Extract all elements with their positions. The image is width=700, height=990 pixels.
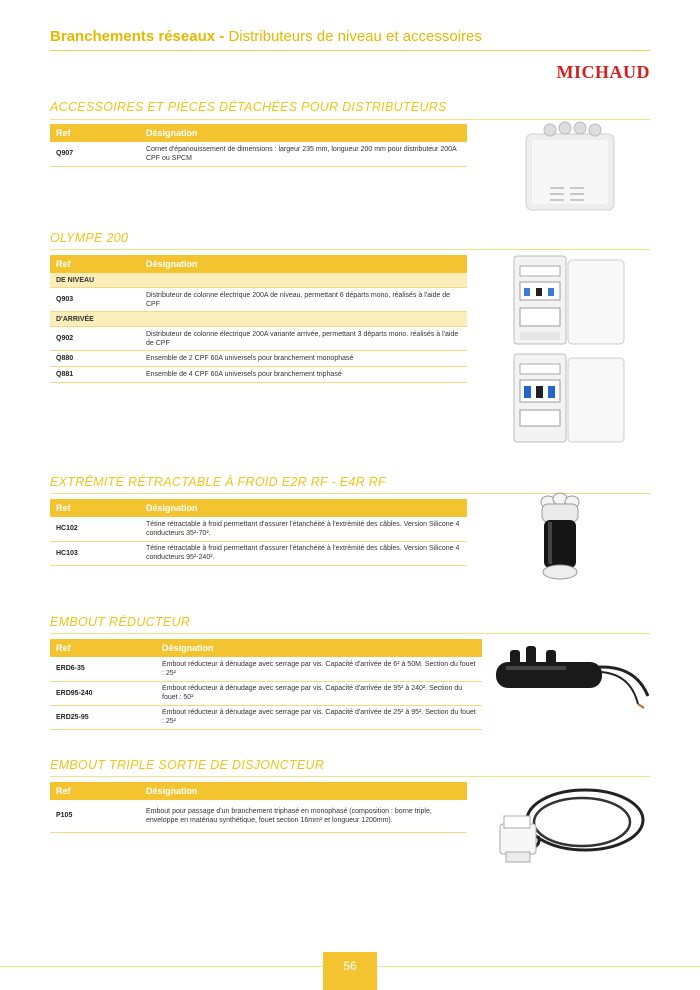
- table-row: [50, 367, 467, 383]
- ref-cell: Q902: [50, 327, 140, 351]
- page-number: 56: [323, 952, 377, 990]
- column-header-designation: Désignation: [140, 255, 467, 273]
- group-label: DE NIVEAU: [50, 273, 467, 288]
- table-row: [50, 327, 467, 351]
- column-header-ref: Ref: [50, 124, 140, 142]
- header-divider: [50, 50, 650, 51]
- table-row: [50, 705, 482, 729]
- table-row: [50, 681, 482, 705]
- table-row: [50, 517, 467, 541]
- designation-cell: Tétine rétractable à froid permettant d'assurer l'étanchéité à l'extrémité des câbles. Version Silicone 4 conducteurs 95²-240².: [140, 541, 467, 565]
- table-row: [50, 541, 467, 565]
- group-label: D'ARRIVÉE: [50, 312, 467, 327]
- cold-shrink-cap-image: [530, 492, 590, 584]
- page-title-separator: -: [215, 28, 229, 45]
- reducer-end-image: [488, 636, 658, 711]
- column-header-designation: Désignation: [140, 499, 467, 517]
- table-row: [50, 351, 467, 367]
- column-header-designation: Désignation: [140, 124, 467, 142]
- product-table-extremite: [50, 499, 467, 566]
- olympe-cabinet-image: [510, 252, 630, 447]
- table-row: [50, 800, 467, 832]
- designation-cell: Distributeur de colonne électrique 200A variante arrivée, permettant 3 départs mono. réalisés à l'aide de CPF: [140, 327, 467, 351]
- page-title: [50, 28, 482, 45]
- ref-cell: Q907: [50, 142, 140, 166]
- column-header-ref: Ref: [50, 255, 140, 273]
- designation-cell: Distributeur de colonne électrique 200A de niveau, permettant 6 départs mono, réalisés à l'aide de CPF: [140, 288, 467, 312]
- product-table-embout-triple: [50, 782, 467, 833]
- table-row: [50, 142, 467, 166]
- table-group-row: [50, 312, 467, 327]
- triple-outlet-image: [490, 778, 650, 873]
- ref-cell: ERD25-95: [50, 705, 156, 729]
- section-title-embout-triple: EMBOUT TRIPLE SORTIE DE DISJONCTEUR: [50, 758, 325, 772]
- product-table-accessoires: [50, 124, 467, 167]
- ref-cell: P105: [50, 800, 140, 832]
- column-header-ref: Ref: [50, 782, 140, 800]
- ref-cell: Q880: [50, 351, 140, 367]
- table-group-row: [50, 273, 467, 288]
- designation-cell: Embout pour passage d'un branchement triphasé en monophasé (composition : borne triple, enveloppe en matériau synthétique, fouet section 16mm² et longueur 1200mm).: [140, 800, 467, 832]
- table-row: [50, 657, 482, 681]
- column-header-designation: Désignation: [156, 639, 482, 657]
- section-title-accessoires: ACCESSOIRES ET PIÈCES DÉTACHÉES POUR DISTRIBUTEURS: [50, 100, 447, 114]
- section-divider: [50, 776, 650, 777]
- product-table-olympe: [50, 255, 467, 383]
- table-row: [50, 288, 467, 312]
- column-header-ref: Ref: [50, 639, 156, 657]
- distributor-box-image: [520, 120, 620, 215]
- ref-cell: Q881: [50, 367, 140, 383]
- page-title-sub: Distributeurs de niveau et accessoires: [228, 28, 482, 45]
- designation-cell: Ensemble de 2 CPF 60A universels pour branchement monophasé: [140, 351, 467, 367]
- section-title-extremite: EXTRÊMITÉ RÉTRACTABLE À FROID E2R RF - E4R RF: [50, 475, 386, 489]
- designation-cell: Embout réducteur à dénudage avec serrage par vis. Capacité d'arrivée de 95² à 240². Section du fouet : 50²: [156, 681, 482, 705]
- ref-cell: Q903: [50, 288, 140, 312]
- designation-cell: Embout réducteur à dénudage avec serrage par vis. Capacité d'arrivée de 25² à 95². Section du fouet : 25²: [156, 705, 482, 729]
- ref-cell: ERD95-240: [50, 681, 156, 705]
- ref-cell: HC103: [50, 541, 140, 565]
- column-header-ref: Ref: [50, 499, 140, 517]
- designation-cell: Tétine rétractable à froid permettant d'assurer l'étanchéité à l'extrémité des câbles. Version Silicone 4 conducteurs 35²-70².: [140, 517, 467, 541]
- designation-cell: Cornet d'épanouissement de dimensions : largeur 235 mm, longueur 200 mm pour distributeur 200A CPF ou SPCM: [140, 142, 467, 166]
- ref-cell: HC102: [50, 517, 140, 541]
- designation-cell: Ensemble de 4 CPF 60A universels pour branchement triphasé: [140, 367, 467, 383]
- designation-cell: Embout réducteur à dénudage avec serrage par vis. Capacité d'arrivée de 6² à 50M. Section du fouet : 25²: [156, 657, 482, 681]
- column-header-designation: Désignation: [140, 782, 467, 800]
- section-divider: [50, 633, 650, 634]
- ref-cell: ERD6-35: [50, 657, 156, 681]
- section-title-embout-reducteur: EMBOUT RÉDUCTEUR: [50, 615, 191, 629]
- section-divider: [50, 249, 650, 250]
- product-table-embout-reducteur: [50, 639, 482, 730]
- page-title-main: Branchements réseaux: [50, 28, 216, 45]
- section-title-olympe: OLYMPE 200: [50, 231, 129, 245]
- brand-logo: MICHAUD: [556, 62, 650, 82]
